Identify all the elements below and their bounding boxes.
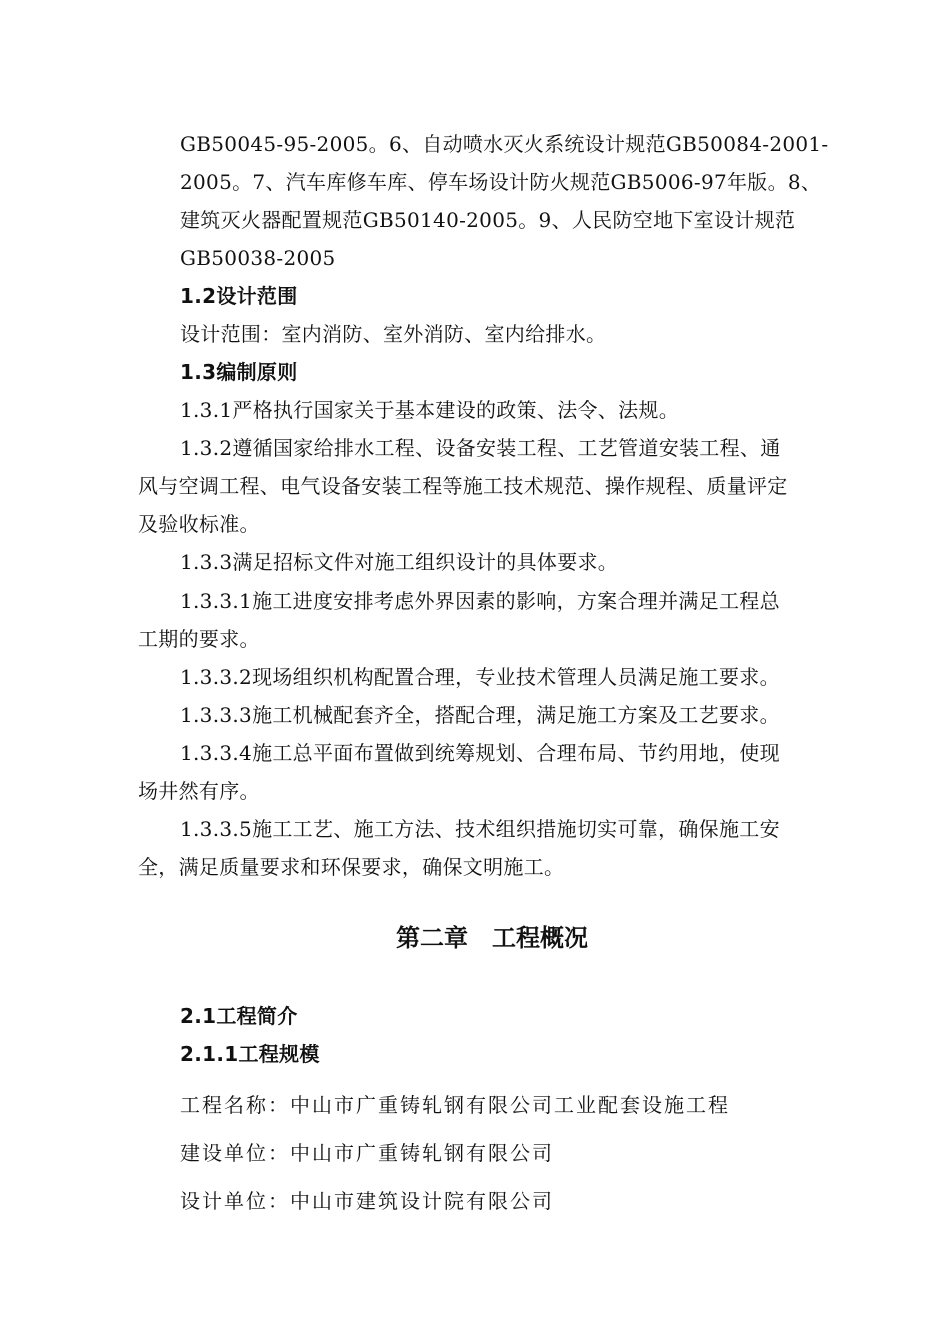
paragraph-1-3-3-4-line-1: 1.3.3.4施工总平面布置做到统筹规划、合理布局、节约用地，使现 [180,741,780,765]
project-name-row: 工程名称：中山市广重铸轧钢有限公司工业配套设施工程 [180,1093,730,1117]
paragraph-1-3-3-1-line-2: 工期的要求。 [138,627,260,651]
intro-line-2: 2005。7、汽车库修车库、停车场设计防火规范GB5006-97年版。8、 [180,170,822,194]
section-2-1-1-heading: 2.1.1工程规模 [180,1042,320,1066]
chapter-title: 第二章 工程概况 [396,924,588,952]
intro-line-1: GB50045-95-2005。6、自动喷水灭火系统设计规范GB50084-2001- [180,132,829,156]
paragraph-1-3-2-line-3: 及验收标准。 [138,512,260,536]
intro-line-3: 建筑灭火器配置规范GB50140-2005。9、人民防空地下室设计规范 [180,208,796,232]
paragraph-1-3-3-4-line-2: 场井然有序。 [138,779,260,803]
paragraph-1-3-1: 1.3.1严格执行国家关于基本建设的政策、法令、法规。 [180,398,679,422]
paragraph-1-3-3-5-line-2: 全，满足质量要求和环保要求，确保文明施工。 [138,855,565,879]
client-row: 建设单位：中山市广重铸轧钢有限公司 [180,1141,554,1165]
paragraph-1-3-2-line-2: 风与空调工程、电气设备安装工程等施工技术规范、操作规程、质量评定 [138,474,788,498]
paragraph-1-3-3-2: 1.3.3.2现场组织机构配置合理，专业技术管理人员满足施工要求。 [180,665,780,689]
section-1-3-heading: 1.3编制原则 [180,360,298,384]
section-1-2-text: 设计范围：室内消防、室外消防、室内给排水。 [180,322,607,346]
paragraph-1-3-3-5-line-1: 1.3.3.5施工工艺、施工方法、技术组织措施切实可靠，确保施工安 [180,817,780,841]
intro-line-4: GB50038-2005 [180,246,336,270]
section-1-2-heading: 1.2设计范围 [180,284,298,308]
designer-row: 设计单位：中山市建筑设计院有限公司 [180,1189,554,1213]
section-2-1-heading: 2.1工程简介 [180,1004,298,1028]
paragraph-1-3-3-1-line-1: 1.3.3.1施工进度安排考虑外界因素的影响，方案合理并满足工程总 [180,589,780,613]
paragraph-1-3-2-line-1: 1.3.2遵循国家给排水工程、设备安装工程、工艺管道安装工程、通 [180,436,781,460]
paragraph-1-3-3: 1.3.3满足招标文件对施工组织设计的具体要求。 [180,550,619,574]
paragraph-1-3-3-3: 1.3.3.3施工机械配套齐全，搭配合理，满足施工方案及工艺要求。 [180,703,780,727]
